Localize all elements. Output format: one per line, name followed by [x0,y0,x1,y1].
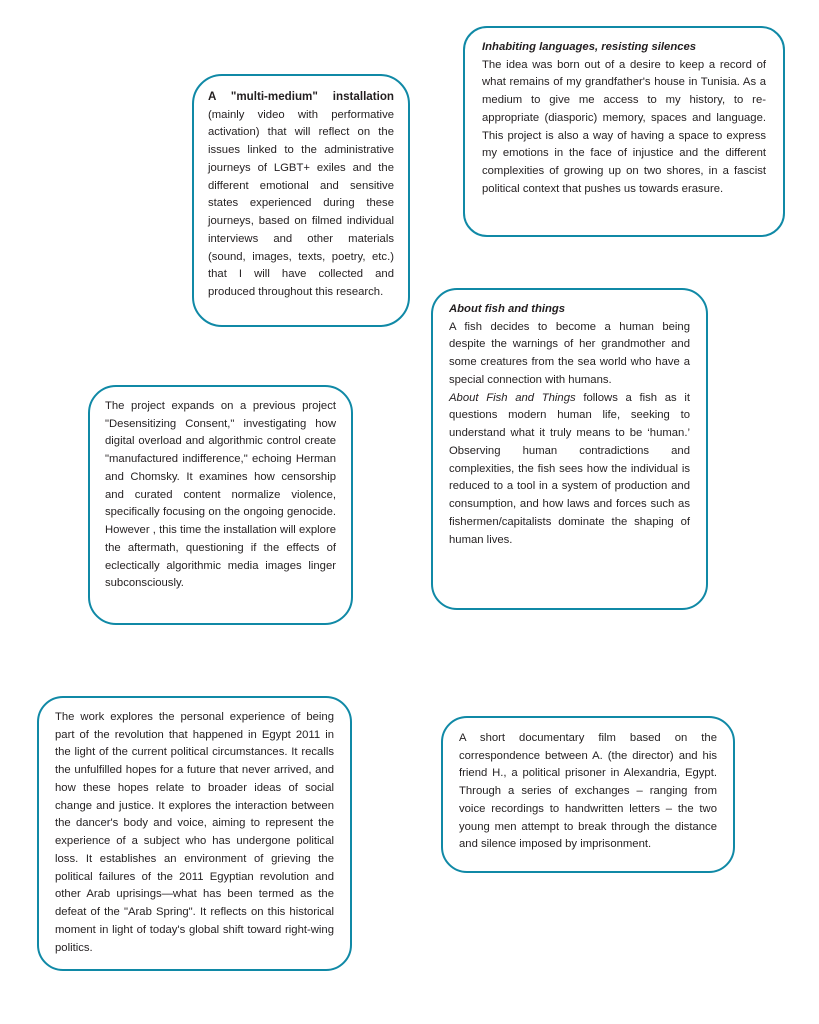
card-installation-body: (mainly video with performative activation) that will reflect on the issues linked to the administrative journeys of LGBT+ exiles and the different emotional and sensitive states experienced during these journeys, based on filmed individual interviews and other materials (sound, images, texts, poetry, etc.) that I will have collected and produced throughout this research. [208,108,394,299]
card-fish-paragraph-2-rest: follows a fish as it questions modern human life, seeking to understand what it truly means to be ‘human.’ Observing human contradictions and complexities, the fish sees how the individual is reduced to a tool in a system of production and consumption, and how laws and forces such as fishermen/capitalists dominate the shaping of human lives. [449,391,690,546]
card-inhabiting-title: Inhabiting languages, resisting silences [482,41,697,53]
card-fish-paragraph-2 [449,390,690,550]
card-about-fish-and-things [431,288,708,610]
card-short-documentary [441,716,735,873]
card-desensitizing-consent [88,385,353,625]
card-desensitizing-body: The project expands on a previous project "Desensitizing Consent," investigating how digital overload and algorithmic control create "manufactured indifference," echoing Herman and Chomsky. It examines how censorship and curated content normalize violence, specifically focusing on the ongoing genocide. However , this time the installation will explore the aftermath, questioning if the effects of eclectically algorithmic media images linger subconsciously. [105,400,336,590]
card-fish-title: About fish and things [449,303,566,315]
card-egypt-revolution [37,696,352,971]
card-egypt-body: The work explores the personal experience of being part of the revolution that happened in Egypt 2011 in the light of the current political circumstances. It recalls the unfulfilled hopes for a future that never arrived, and how these hopes relate to broader ideas of social change and justice. It explores the interaction between the dancer's body and voice, aiming to represent the experience of a subject who has undergone political loss. It establishes an environment of grieving the political failures of the 2011 Egyptian revolution and other Arab uprisings—what has been termed as the defeat of the "Arab Spring". It reflects on this historical moment in light of today's global shift toward right-wing politics. [55,711,334,954]
card-installation-text [208,88,394,302]
card-fish-paragraph-1: A fish decides to become a human being despite the warnings of her grandmother and some creatures from the sea world who have a special connection with humans. [449,320,690,386]
card-installation-lead: A "multi-medium" installation [208,90,394,103]
card-fish-work-title: About Fish and Things [449,391,576,404]
card-inhabiting-body: The idea was born out of a desire to keep a record of what remains of my grandfather's house in Tunisia. As a medium to give me access to my history, to re-appropriate (diasporic) memory, spaces and language. This project is also a way of having a space to express my emotions in the face of injustice and the different complexities of growing up on two shores, in a fascist political context that pushes us towards erasure. [482,58,766,195]
card-inhabiting-languages [463,26,785,237]
card-multi-medium-installation [192,74,410,327]
card-documentary-body: A short documentary film based on the correspondence between A. (the director) and his friend H., a political prisoner in Alexandria, Egypt. Through a series of exchanges – ranging from voice recordings to handwritten letters – the two young men attempt to break through the distance and silence imposed by imprisonment. [459,732,717,851]
